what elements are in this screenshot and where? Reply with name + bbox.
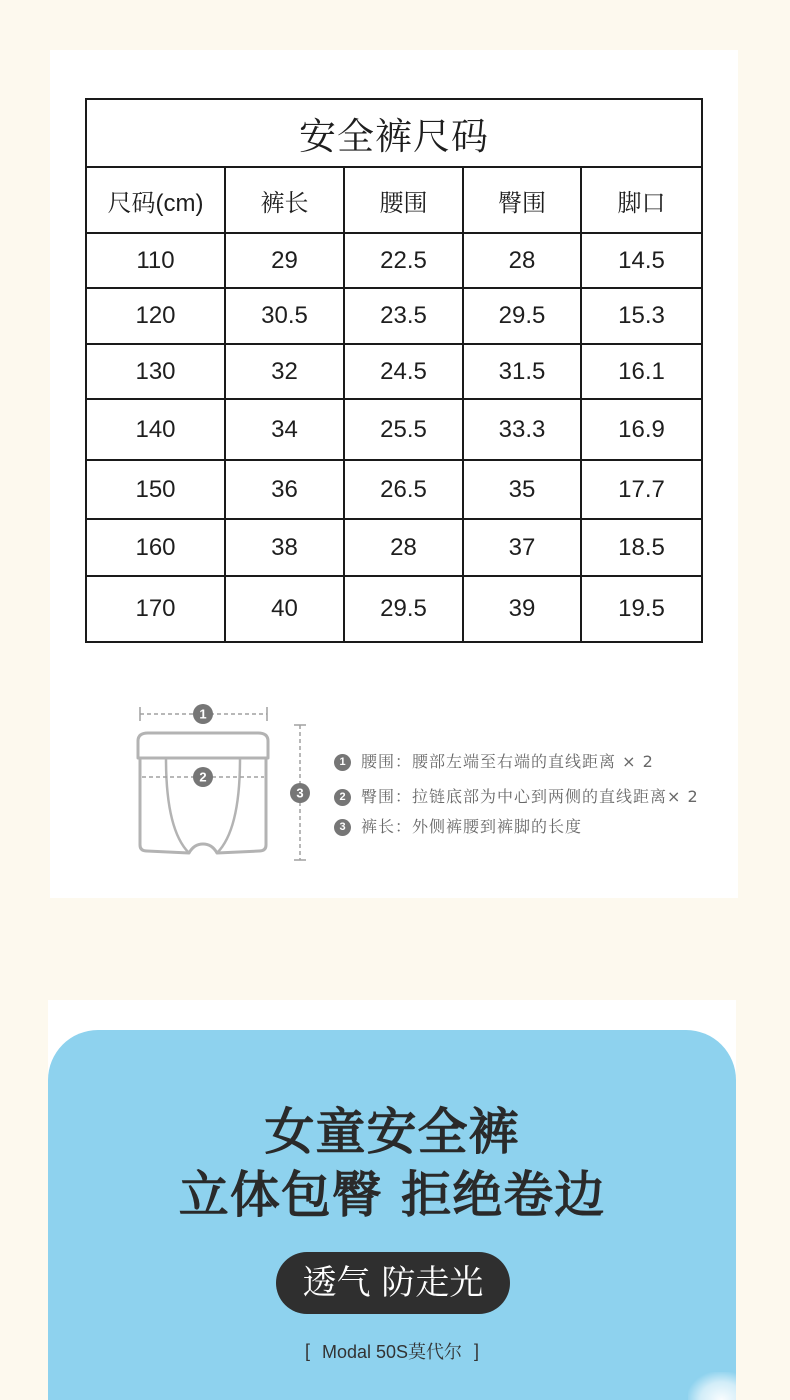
- leg-opening-cell: 15.3: [581, 288, 702, 344]
- hip-cell: 37: [463, 519, 581, 576]
- size-cell: 120: [86, 288, 225, 344]
- length-cell: 29: [225, 233, 344, 288]
- table-header-row: [86, 167, 702, 233]
- shorts-measurement-diagram: [120, 695, 320, 875]
- header-size: 尺码(cm): [86, 167, 225, 233]
- marker-3: [290, 783, 310, 803]
- feature-pill: 透气 防走光: [276, 1252, 510, 1314]
- header-waist: 腰围: [344, 167, 463, 233]
- banner-subtitle: 立体包臀 拒绝卷边: [178, 1166, 606, 1224]
- material-label: [48, 1339, 736, 1363]
- hip-cell: 31.5: [463, 344, 581, 399]
- legend-item-length: [334, 817, 582, 837]
- legend-text: 臀围：拉链底部为中心到两侧的直线距离× 2: [361, 787, 699, 806]
- length-cell: 30.5: [225, 288, 344, 344]
- table-row: [86, 344, 702, 399]
- leg-opening-cell: 16.1: [581, 344, 702, 399]
- marker-2-label: 2: [199, 769, 207, 785]
- leg-opening-cell: 14.5: [581, 233, 702, 288]
- hip-cell: 33.3: [463, 399, 581, 460]
- bracket-open: [: [304, 1340, 310, 1361]
- size-cell: 110: [86, 233, 225, 288]
- table-row: [86, 576, 702, 642]
- marker-1: [193, 704, 213, 724]
- material-text: Modal 50S莫代尔: [321, 1342, 463, 1362]
- table-title-row: [86, 99, 702, 167]
- size-cell: 140: [86, 399, 225, 460]
- length-cell: 38: [225, 519, 344, 576]
- size-cell: 170: [86, 576, 225, 642]
- legend-item-hip: [334, 787, 699, 807]
- table-row: [86, 519, 702, 576]
- size-chart-table: [85, 98, 703, 643]
- waistband: [138, 733, 268, 758]
- header-length: 裤长: [225, 167, 344, 233]
- legend-number-badge: 1: [334, 754, 351, 771]
- size-cell: 160: [86, 519, 225, 576]
- right-leg-seam: [217, 759, 240, 853]
- leg-opening-cell: 17.7: [581, 460, 702, 519]
- legend-text: 腰围：腰部左端至右端的直线距离 × 2: [361, 752, 654, 771]
- table-row: [86, 460, 702, 519]
- hip-cell: 29.5: [463, 288, 581, 344]
- header-hip: 臀围: [463, 167, 581, 233]
- leg-opening-cell: 16.9: [581, 399, 702, 460]
- table-row: [86, 399, 702, 460]
- legend-text: 裤长：外侧裤腰到裤脚的长度: [361, 817, 583, 836]
- header-leg-opening: 脚口: [581, 167, 702, 233]
- waist-cell: 23.5: [344, 288, 463, 344]
- left-leg-seam: [166, 759, 189, 853]
- table-title: 安全裤尺码: [86, 99, 702, 167]
- leg-opening-cell: 18.5: [581, 519, 702, 576]
- legend-number-badge: 3: [334, 819, 351, 836]
- cloud-decoration: [688, 1372, 736, 1400]
- size-cell: 150: [86, 460, 225, 519]
- length-cell: 36: [225, 460, 344, 519]
- legend-number-badge: 2: [334, 789, 351, 806]
- hip-cell: 39: [463, 576, 581, 642]
- table-row: [86, 288, 702, 344]
- hip-cell: 35: [463, 460, 581, 519]
- table-row: [86, 233, 702, 288]
- marker-2: [193, 767, 213, 787]
- waist-cell: 25.5: [344, 399, 463, 460]
- waist-cell: 24.5: [344, 344, 463, 399]
- legend-item-waist: [334, 752, 654, 772]
- size-cell: 130: [86, 344, 225, 399]
- waist-cell: 28: [344, 519, 463, 576]
- shorts-outline: [138, 733, 268, 853]
- waist-cell: 29.5: [344, 576, 463, 642]
- hip-cell: 28: [463, 233, 581, 288]
- marker-3-label: 3: [296, 785, 304, 801]
- waist-cell: 26.5: [344, 460, 463, 519]
- promo-banner: [48, 1030, 736, 1400]
- length-cell: 40: [225, 576, 344, 642]
- waist-cell: 22.5: [344, 233, 463, 288]
- banner-title: 女童安全裤: [264, 1103, 520, 1161]
- leg-opening-cell: 19.5: [581, 576, 702, 642]
- length-cell: 34: [225, 399, 344, 460]
- length-cell: 32: [225, 344, 344, 399]
- bracket-close: ]: [474, 1340, 480, 1361]
- marker-1-label: 1: [199, 706, 207, 722]
